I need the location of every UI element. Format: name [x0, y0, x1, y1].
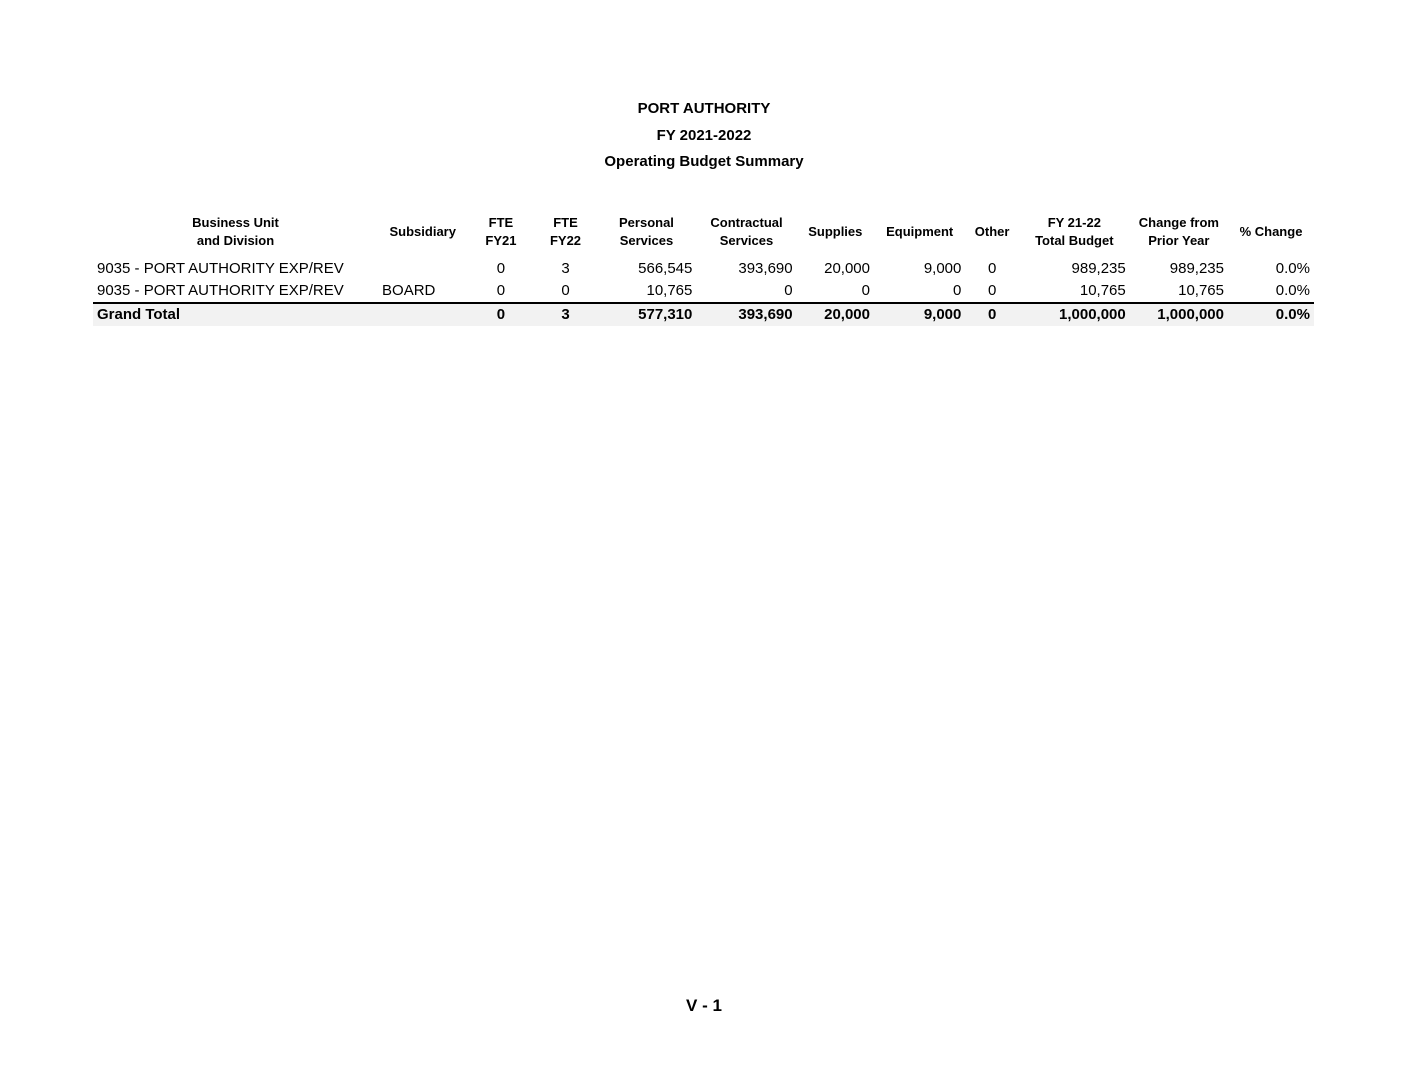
equipment-cell: 9,000	[874, 303, 965, 326]
contractual-services-cell: 0	[784, 282, 793, 299]
contractual-services-cell: 393,690	[738, 260, 793, 277]
total-budget-cell: 989,235	[1071, 260, 1126, 277]
col-header-subsidiary: Subsidiary	[389, 224, 456, 239]
report-title: PORT AUTHORITY	[637, 100, 771, 117]
col-header-pct-change: % Change	[1239, 224, 1303, 239]
page-number: V - 1	[686, 996, 722, 1015]
equipment-cell: 9,000	[923, 260, 962, 277]
contractual-services-cell: 393,690	[696, 303, 796, 326]
grand-total-label: Grand Total	[93, 303, 378, 326]
col-header-supplies: Supplies	[808, 224, 863, 239]
fiscal-year: FY 2021-2022	[656, 126, 752, 144]
personal-services-cell: 577,310	[597, 303, 697, 326]
subsidiary-cell	[378, 303, 467, 326]
total-budget-cell: 1,000,000	[1019, 303, 1130, 326]
other-cell: 0	[987, 282, 997, 299]
col-header-fte-fy21: FTE FY21	[485, 215, 517, 248]
other-cell: 0	[987, 260, 997, 277]
col-header-personal-services: Personal Services	[619, 215, 674, 248]
total-budget-cell: 10,765	[1079, 282, 1126, 299]
fte-fy22-cell: 3	[534, 303, 596, 326]
supplies-cell: 0	[861, 282, 870, 299]
table-header-row	[93, 210, 1314, 254]
change-prior-year-cell: 10,765	[1178, 282, 1224, 299]
equipment-cell: 0	[953, 282, 962, 299]
pct-change-cell: 0.0%	[1275, 260, 1310, 277]
pct-change-cell: 0.0%	[1275, 282, 1310, 299]
report-subtitle: Operating Budget Summary	[604, 153, 804, 170]
subsidiary-cell	[378, 254, 467, 280]
fte-fy21-cell: 0	[496, 260, 506, 277]
supplies-cell: 20,000	[797, 303, 874, 326]
business-unit-cell: 9035 - PORT AUTHORITY EXP/REV	[97, 260, 344, 277]
change-prior-year-cell: 1,000,000	[1130, 303, 1228, 326]
fte-fy22-cell: 0	[561, 282, 570, 299]
fte-fy21-cell: 0	[467, 303, 534, 326]
pct-change-cell: 0.0%	[1228, 303, 1314, 326]
subsidiary-cell: BOARD	[382, 282, 436, 299]
col-header-equipment: Equipment	[886, 224, 954, 239]
col-header-business-unit: Business Unit and Division	[192, 215, 279, 248]
personal-services-cell: 566,545	[638, 260, 693, 277]
budget-summary-table	[93, 210, 1314, 326]
col-header-total-budget: FY 21-22 Total Budget	[1035, 215, 1114, 248]
col-header-change-prior-year: Change from Prior Year	[1138, 215, 1219, 248]
report-header	[0, 98, 1408, 178]
col-header-fte-fy22: FTE FY22	[549, 215, 582, 248]
grand-total-row	[93, 303, 1314, 326]
change-prior-year-cell: 989,235	[1169, 260, 1224, 277]
business-unit-cell: 9035 - PORT AUTHORITY EXP/REV	[97, 282, 344, 299]
supplies-cell: 20,000	[824, 260, 870, 277]
fte-fy21-cell: 0	[496, 282, 506, 299]
table-row	[93, 280, 1314, 303]
table-row	[93, 254, 1314, 280]
col-header-other: Other	[974, 224, 1010, 239]
fte-fy22-cell: 3	[561, 260, 570, 277]
other-cell: 0	[965, 303, 1019, 326]
personal-services-cell: 10,765	[646, 282, 693, 299]
col-header-contractual-services: Contractual Services	[710, 215, 783, 248]
